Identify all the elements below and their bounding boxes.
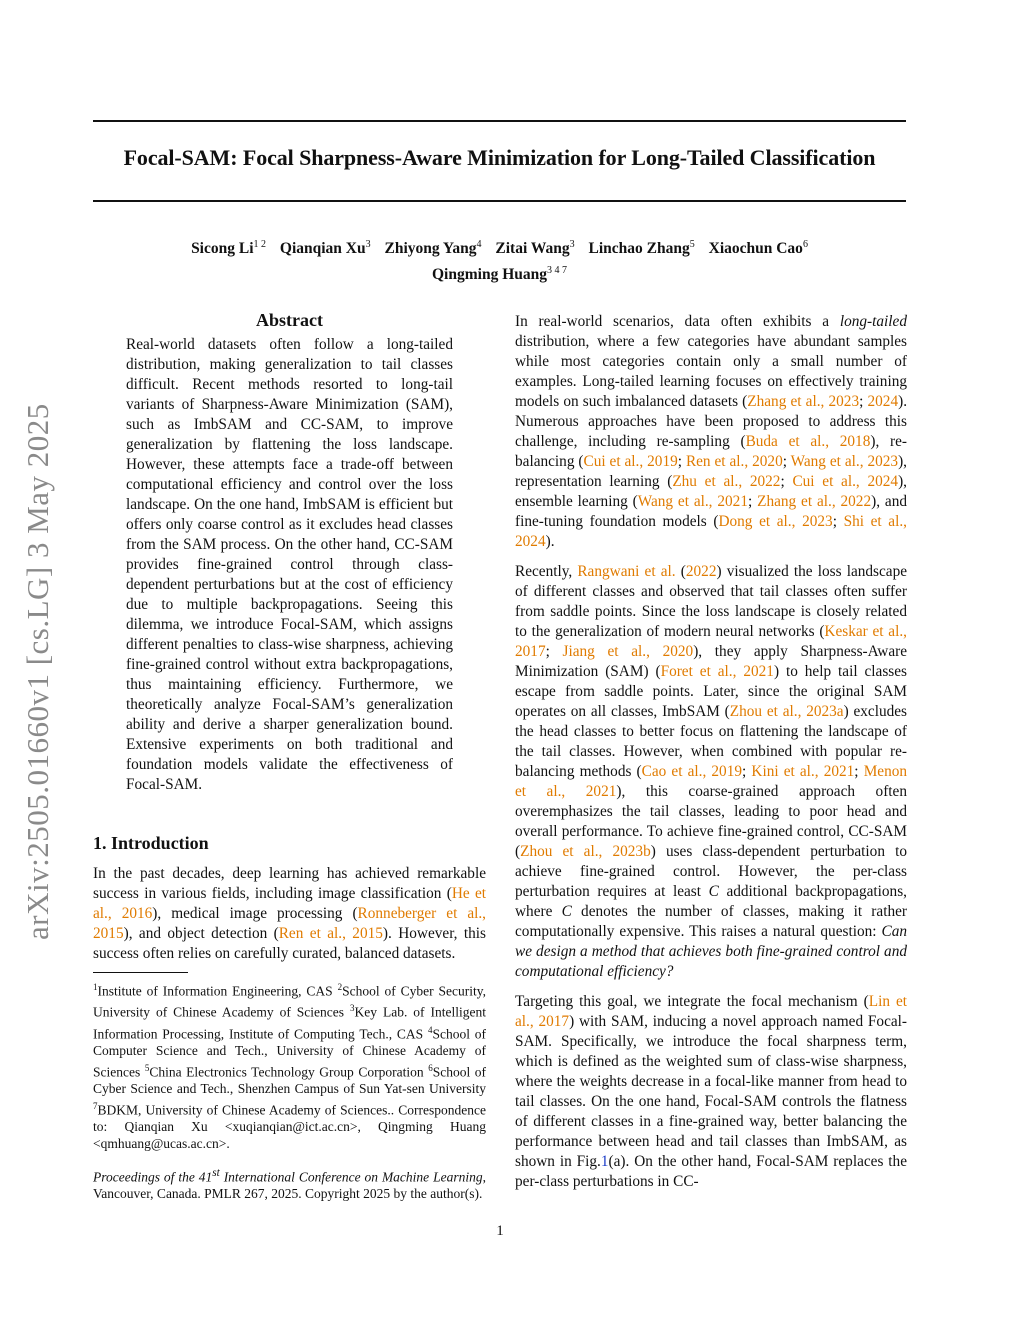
- left-column: [93, 310, 486, 1203]
- paragraph-text: ), this coarse-grained approach often overemphasizes the tail classes, leading to poor head and overall performance. To achieve fine-grained control, CC-SAM (: [515, 783, 907, 860]
- citation-link[interactable]: Kini et al., 2021: [751, 763, 855, 780]
- paragraph-text: ). Numerous approaches have been proposed to address this challenge, including re-sampling (: [515, 393, 908, 450]
- paragraph-text: denotes the number of classes, making it rather computationally expensive. This raises a natural question:: [515, 903, 907, 940]
- affiliation-footnote: $^1$Institute of Information Engineering, CAS $^2$School of Cyber Security, University of Chinese Academy of Sciences $^3$Key Lab. of Intelligent Information Processing, Institute of Computing Tech., CAS $^4$School of Computer Science and Tech., University of Chinese Academy of Sciences $^5$China Electronics Technology Group Corporation $^6$School of Cyber Science and Tech., Shenzhen Campus of Sun Yat-sen University $^7$BDKM, University of Chinese Academy of Sciences.. Correspondence to: Qianqian Xu <xuqianqian@ict.ac.cn>, Qingming Huang <qmhuang@ucas.ac.cn>.: [93, 982, 487, 1151]
- emphasized-text: Can we design a method that achieves both fine-grained control and computational efficiency?: [515, 923, 907, 980]
- paragraph-text: ), and fine-tuning foundation models (: [515, 493, 907, 530]
- title-bottom-rule: [93, 200, 906, 202]
- paragraph-text: ) uses class-dependent perturbation to achieve fine-grained control. However, the per-class perturbation requires at least: [515, 843, 907, 900]
- emphasized-text: long-tailed: [839, 313, 907, 330]
- paragraph-text: ;: [780, 473, 793, 490]
- paragraph-text: ), they apply Sharpness-Aware Minimization (SAM) (: [515, 643, 907, 680]
- paragraph-text: In real-world scenarios, data often exhibits a: [515, 313, 840, 330]
- footnote-rule: [93, 972, 188, 973]
- author-line-1: [93, 234, 906, 260]
- paragraph-text: ) with SAM, inducing a novel approach named Focal-SAM. Specifically, we introduce the focal sharpness term, which is defined as the weighted sum of class-wise sharpness, where the weights decrease in a focal-like manner from head to tail classes. On the one hand, Focal-SAM controls the flatness of different classes in a fine-grained way, better balancing the performance between head and tail classes than ImbSAM, as shown in Fig.: [515, 1013, 908, 1170]
- citation-link[interactable]: Rangwani et al.: [577, 563, 676, 580]
- intro-paragraph: In the past decades, deep learning has achieved remarkable success in various fields, including image classification (He et al., 2016), medical image processing (Ronneberger et al., 2015), and object detection (Ren et al., 2015). However, this success often relies on carefully curated, balanced datasets.: [93, 865, 487, 962]
- citation-link[interactable]: Zhou et al., 2023a: [729, 703, 844, 720]
- paragraph-text: ) excludes the head classes to better focus on flattening the landscape of the tail classes. However, when combined with popular re-balancing methods (: [515, 703, 907, 780]
- citation-link[interactable]: Menon et al., 2021: [515, 763, 908, 800]
- citation-link[interactable]: Buda et al., 2018: [745, 433, 871, 450]
- paragraph-text: ;: [747, 493, 758, 510]
- citation-link[interactable]: Keskar et al., 2017: [515, 623, 907, 660]
- paragraph-text: (a). On the other hand, Focal-SAM replaces the per-class perturbations in CC-: [515, 1153, 907, 1190]
- top-rule: [93, 120, 906, 122]
- paragraph-text: ), re-balancing (: [515, 433, 907, 470]
- paragraph-text: ;: [677, 453, 686, 470]
- right-column: [515, 312, 907, 1202]
- author: Zitai Wang$^3$: [495, 239, 575, 257]
- citation-link[interactable]: Foret et al., 2021: [660, 663, 774, 680]
- paragraph-text: additional backpropagations, where: [515, 883, 907, 920]
- citation-link[interactable]: Ronneberger et al., 2015: [93, 905, 487, 942]
- paragraph-text: ), representation learning (: [515, 453, 907, 490]
- citation-link[interactable]: Shi et al., 2024: [515, 513, 907, 550]
- paragraph-text: ), ensemble learning (: [515, 473, 907, 510]
- abstract-heading: Abstract: [256, 310, 323, 330]
- paragraph-text: Targeting this goal, we integrate the focal mechanism (: [515, 993, 869, 1010]
- citation-link[interactable]: Zhang et al., 2022: [757, 493, 872, 510]
- paragraph-text: ;: [545, 643, 563, 660]
- citation-link[interactable]: Wang et al., 2023: [790, 453, 899, 470]
- arxiv-identifier: arXiv:2505.01660v1 [cs.LG] 3 May 2025: [20, 403, 55, 940]
- right-paragraph-1: [515, 312, 907, 552]
- right-paragraph-2: [515, 562, 907, 982]
- citation-link[interactable]: Zhou et al., 2023b: [520, 843, 651, 860]
- paragraph-text: Recently,: [515, 563, 578, 580]
- citation-link[interactable]: Cui et al., 2024: [792, 473, 899, 490]
- section-heading-introduction: 1. Introduction: [93, 833, 209, 853]
- citation-link[interactable]: Ren et al., 2020: [685, 453, 783, 470]
- abstract-text: Real-world datasets often follow a long-tailed distribution, making generalization to tail classes difficult. Recent methods resorted to long-tail variants of Sharpness-Aware Minimization (SAM), such as ImbSAM and CC-SAM, to improve generalization by flattening the loss landscape. However, these attempts face a trade-off between computational efficiency and control over the loss landscape. On the one hand, ImbSAM is efficient but offers only coarse control as it excludes head classes from the SAM process. On the other hand, CC-SAM provides fine-grained control through class-dependent perturbations but at the cost of efficiency due to multiple backpropagations. Seeing this dilemma, we introduce Focal-SAM, which assigns different penalties to class-wise sharpness, achieving fine-grained control without extra backpropagations, thus maintaining efficiency. Furthermore, we theoretically analyze Focal-SAM’s generalization ability and derive a sharper generalization bound. Extensive experiments on both traditional and foundation models validate the effectiveness of Focal-SAM.: [126, 336, 453, 793]
- emphasized-text: C: [561, 903, 572, 920]
- author-line-2: [93, 260, 906, 286]
- figure-reference-link[interactable]: 1: [600, 1153, 609, 1170]
- paragraph-text: ;: [782, 453, 791, 470]
- citation-link[interactable]: Ren et al., 2015: [278, 925, 383, 942]
- paragraph-text: ).: [545, 533, 555, 550]
- author: Qingming Huang$^{3 4 7}$: [432, 265, 567, 283]
- citation-link[interactable]: Wang et al., 2021: [637, 493, 748, 510]
- citation-link[interactable]: 2022: [685, 563, 717, 580]
- paragraph-text: (: [675, 563, 686, 580]
- paper-title: Focal-SAM: Focal Sharpness-Aware Minimization for Long-Tailed Classification: [123, 145, 876, 170]
- citation-link[interactable]: Zhang et al., 2023: [747, 393, 860, 410]
- citation-link[interactable]: Cui et al., 2019: [583, 453, 678, 470]
- author-list: [93, 234, 906, 286]
- author: Zhiyong Yang$^4$: [384, 239, 482, 257]
- author: Linchao Zhang$^5$: [588, 239, 695, 257]
- author: Qianqian Xu$^3$: [279, 239, 371, 257]
- proceedings-note: Proceedings of the 41st International Conference on Machine Learning, Vancouver, Canada. PMLR 267, 2025. Copyright 2025 by the author(s).: [93, 1166, 486, 1201]
- citation-link[interactable]: He et al., 2016: [93, 885, 487, 922]
- citation-link[interactable]: Cao et al., 2019: [641, 763, 742, 780]
- paragraph-text: ) visualized the loss landscape of different classes and observed that tail classes often suffer from saddle points. Since the loss landscape is closely related to the generalization of modern neural networks (: [515, 563, 908, 640]
- citation-link[interactable]: Zhu et al., 2022: [672, 473, 781, 490]
- author: Xiaochun Cao$^6$: [708, 239, 808, 257]
- citation-link[interactable]: 2024: [867, 393, 899, 410]
- paragraph-text: ;: [832, 513, 844, 530]
- paragraph-text: ;: [854, 763, 864, 780]
- citation-link[interactable]: Lin et al., 2017: [515, 993, 907, 1030]
- paragraph-text: ;: [742, 763, 752, 780]
- citation-link[interactable]: Dong et al., 2023: [718, 513, 833, 530]
- page-number: 1: [496, 1223, 504, 1239]
- paragraph-text: ;: [859, 393, 868, 410]
- paragraph-text: ) to help tail classes escape from saddle points. Later, since the original SAM operates on all classes, ImbSAM (: [515, 663, 907, 720]
- right-paragraph-3: [515, 992, 907, 1192]
- author: Sicong $Li^{1 2}$: [191, 239, 267, 257]
- paragraph-text: distribution, where a few categories have abundant samples while most categories contain only a small number of examples. Long-tailed learning focuses on effectively training models on such imbalanced datasets (: [515, 333, 907, 410]
- citation-link[interactable]: Jiang et al., 2020: [562, 643, 694, 660]
- emphasized-text: C: [708, 883, 719, 900]
